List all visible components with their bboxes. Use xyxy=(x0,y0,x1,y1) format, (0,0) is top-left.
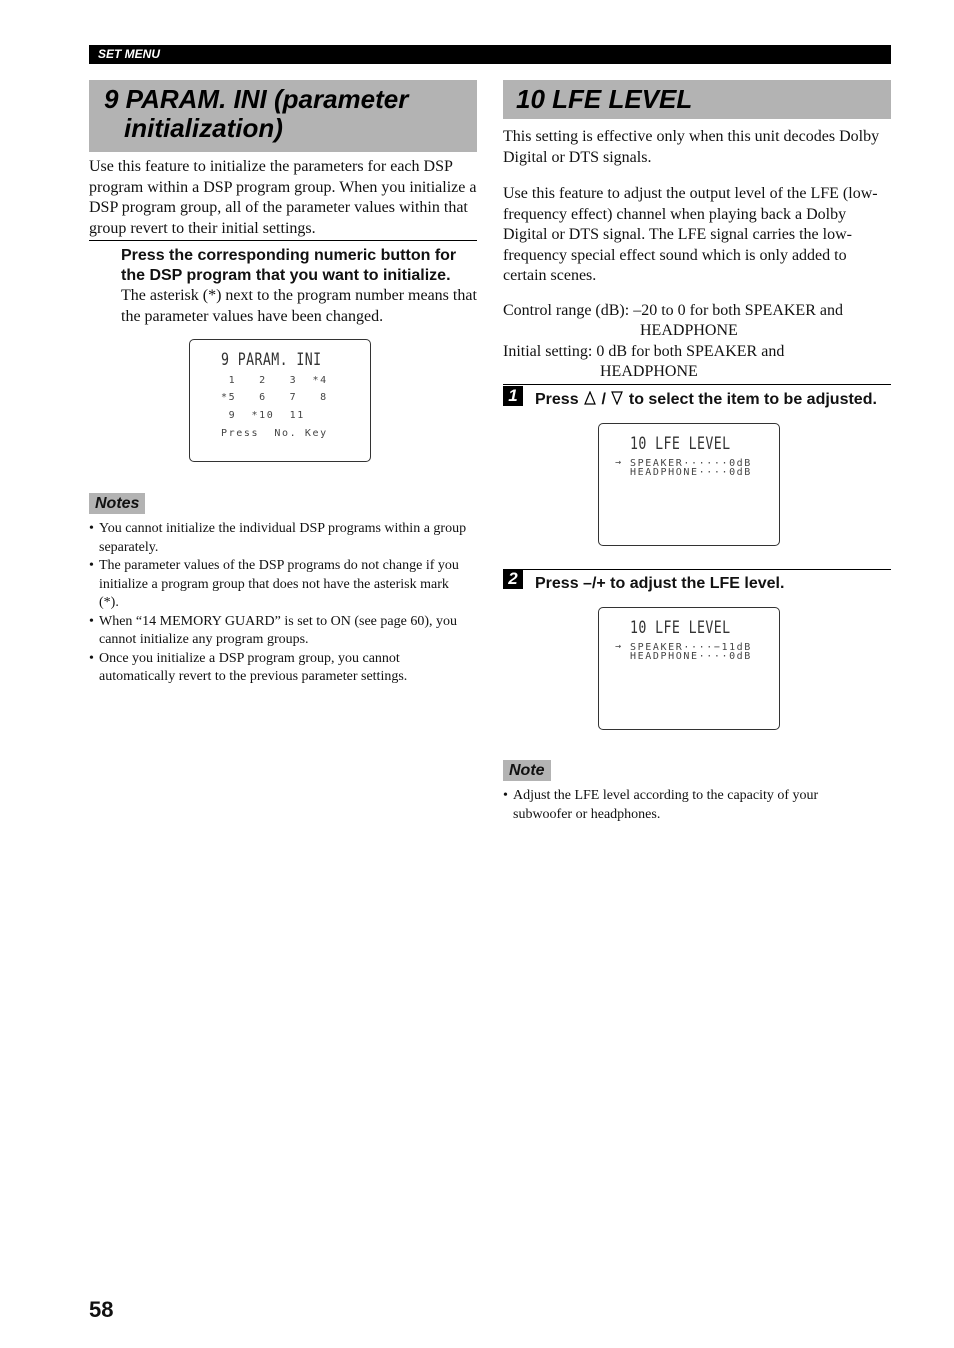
display-row: 1 2 3 *4 xyxy=(221,375,328,386)
param-ini-instruction-note: The asterisk (*) next to the program number means that the parameter values have been changed. xyxy=(121,287,477,325)
display-row: 9 *10 11 xyxy=(221,410,305,421)
control-range: Control range (dB): –20 to 0 for both SPEAKER and xyxy=(503,302,843,319)
notes-list xyxy=(89,520,469,687)
initial-setting-cont: HEADPHONE xyxy=(600,363,698,380)
display-row: *5 6 7 8 xyxy=(221,392,328,403)
display-row-speaker: SPEAKER····−11dB xyxy=(630,642,752,653)
note-label: Note xyxy=(503,760,551,781)
step1-instruction xyxy=(535,390,877,410)
initial-setting: Initial setting: 0 dB for both SPEAKER and xyxy=(503,343,785,360)
step2-divider xyxy=(503,569,891,570)
lfe-display-2 xyxy=(598,607,780,730)
divider xyxy=(89,240,477,241)
heading-param-ini xyxy=(89,80,477,152)
heading-param-ini-line2: initialization) xyxy=(124,113,283,143)
note-item: • Adjust the LFE level according to the capacity of your subwoofer or headphones. xyxy=(503,787,873,824)
section-label: SET MENU xyxy=(98,47,161,61)
step2-instruction: Press –/+ to adjust the LFE level. xyxy=(535,575,785,592)
step1-number: 1 xyxy=(503,386,523,406)
heading-param-ini-line1: 9 PARAM. INI (parameter xyxy=(104,84,409,114)
notes-label: Notes xyxy=(89,493,145,514)
up-triangle-icon xyxy=(584,391,596,405)
page-number: 58 xyxy=(89,1297,114,1322)
heading-lfe-level xyxy=(503,80,891,119)
display-row-headphone: HEADPHONE····0dB xyxy=(630,651,752,662)
down-triangle-icon xyxy=(611,391,623,405)
control-range-cont: HEADPHONE xyxy=(640,322,738,339)
param-ini-intro: Use this feature to initialize the parameters for each DSP program within a DSP program group. When you initialize a DSP program group, all of the parameter values within that group revert to their initial settings. xyxy=(89,158,477,237)
note-item: • You cannot initialize the individual DSP programs within a group separately. xyxy=(89,520,469,557)
note-list xyxy=(503,787,873,824)
heading-lfe-level-text: 10 LFE LEVEL xyxy=(516,84,693,114)
note-item: • Once you initialize a DSP program group, you cannot automatically revert to the previous parameter settings. xyxy=(89,650,469,687)
step1-divider xyxy=(503,384,891,385)
lfe-display-1 xyxy=(598,423,780,546)
step1-separator: / xyxy=(601,391,606,408)
step1-suffix: to select the item to be adjusted. xyxy=(628,391,877,408)
note-item: • When “14 MEMORY GUARD” is set to ON (see page 60), you cannot initialize any program groups. xyxy=(89,613,469,650)
display-row-speaker: SPEAKER······0dB xyxy=(630,458,752,469)
section-header-bar xyxy=(89,45,891,64)
param-ini-display xyxy=(189,339,371,462)
lfe-para1: This setting is effective only when this unit decodes Dolby Digital or DTS signals. xyxy=(503,128,880,166)
display-row: Press No. Key xyxy=(221,428,328,439)
step1-prefix: Press xyxy=(535,391,579,408)
display-title: 10 LFE LEVEL xyxy=(630,434,731,454)
step2-number: 2 xyxy=(503,569,523,589)
cursor-arrow-icon: → xyxy=(615,457,622,468)
cursor-arrow-icon: → xyxy=(615,641,622,652)
lfe-para2: Use this feature to adjust the output level of the LFE (low-frequency effect) channel when playing back a Dolby Digital or DTS signal. The LFE signal carries the low-frequency special effect sound which is only added to certain scenes. xyxy=(503,185,878,284)
display-title: 9 PARAM. INI xyxy=(221,350,322,370)
display-row-headphone: HEADPHONE····0dB xyxy=(630,467,752,478)
note-item: • The parameter values of the DSP programs do not change if you initialize a program group that does not have the asterisk mark (*). xyxy=(89,557,469,613)
param-ini-instruction: Press the corresponding numeric button for the DSP program that you want to initialize. xyxy=(121,247,457,284)
display-title: 10 LFE LEVEL xyxy=(630,618,731,638)
